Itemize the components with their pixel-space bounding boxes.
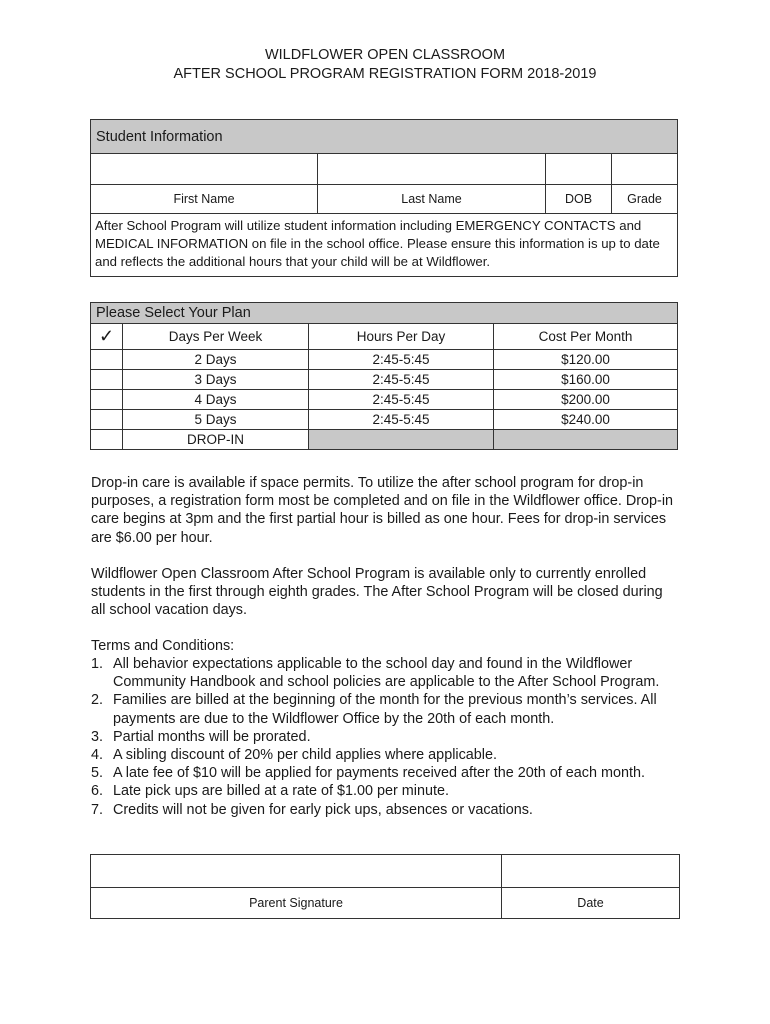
list-item [91,801,681,819]
days-column-header: Days Per Week [123,324,309,350]
plan-selection-table [90,302,678,450]
term-text: Families are billed at the beginning of the month for the previous month’s services. All payments are due to the Wildflower Office by the 20th of each month. [113,692,657,727]
plan-checkbox-drop-in[interactable] [91,430,123,450]
plan-checkbox-3-days[interactable] [91,370,123,390]
grade-label: Grade [612,185,678,214]
term-number: 5. [91,765,104,782]
list-item [91,782,681,800]
plan-days: 3 Days [123,370,309,390]
student-information-heading: Student Information [91,120,678,154]
plan-cost: $200.00 [494,390,678,410]
dob-label: DOB [546,185,612,214]
first-name-label: First Name [91,185,318,214]
term-text: A late fee of $10 will be applied for payments received after the 20th of each month. [113,765,645,782]
plan-hours: 2:45-5:45 [309,390,494,410]
plan-heading: Please Select Your Plan [91,303,678,324]
plan-cost: $240.00 [494,410,678,430]
hours-column-header: Hours Per Day [309,324,494,350]
term-text: Credits will not be given for early pick ups, absences or vacations. [113,801,533,818]
signature-table [90,854,680,919]
list-item [91,764,681,782]
last-name-label: Last Name [318,185,546,214]
plan-hours: 2:45-5:45 [309,370,494,390]
checkmark-icon: ✓ [98,326,115,346]
cost-column-header: Cost Per Month [494,324,678,350]
plan-checkbox-2-days[interactable] [91,350,123,370]
first-name-field[interactable] [91,154,318,185]
term-number: 2. [91,692,104,709]
form-title: WILDFLOWER OPEN CLASSROOM [264,47,506,63]
student-information-table [90,119,678,277]
date-field[interactable] [502,855,680,888]
term-number: 3. [91,728,104,745]
parent-signature-label: Parent Signature [91,888,502,919]
term-text: Late pick ups are billed at a rate of $1.00 per minute. [113,783,449,800]
last-name-field[interactable] [318,154,546,185]
plan-hours: 2:45-5:45 [309,350,494,370]
dob-field[interactable] [546,154,612,185]
plan-dropin-label: DROP-IN [123,430,309,450]
plan-hours: 2:45-5:45 [309,410,494,430]
plan-days: 5 Days [123,410,309,430]
student-info-note: After School Program will utilize student information including EMERGENCY CONTACTS and MEDICAL INFORMATION on file in the school office. Please ensure this information is up to date and reflects the additional hours that your child will be at Wildflower. [91,214,678,277]
term-number: 4. [91,747,104,764]
list-item [91,691,681,727]
terms-title: Terms and Conditions: [91,638,235,654]
availability-paragraph: Wildflower Open Classroom After School Program is available only to currently enrolled students in the first through eighth grades. The After School Program will be closed during all school vacation days. [91,566,663,619]
list-item [91,655,681,691]
plan-days: 2 Days [123,350,309,370]
form-subtitle: AFTER SCHOOL PROGRAM REGISTRATION FORM 2018-2019 [173,66,597,82]
term-number: 6. [91,783,104,800]
term-text: Partial months will be prorated. [113,728,311,745]
plan-days: 4 Days [123,390,309,410]
dropin-hours-shaded [309,430,494,450]
dropin-cost-shaded [494,430,678,450]
list-item [91,746,681,764]
term-number: 1. [91,656,104,672]
dropin-paragraph: Drop-in care is available if space permits. To utilize the after school program for drop-in purposes, a registration form most be completed and on file in the Wildflower office. Drop-in care begins at 3pm and the first partial hour is billed as one hour. Fees for drop-in services are $6.00 per hour. [91,475,674,546]
plan-cost: $160.00 [494,370,678,390]
term-text: A sibling discount of 20% per child applies where applicable. [113,747,497,764]
list-item [91,728,681,746]
plan-checkbox-5-days[interactable] [91,410,123,430]
terms-list [91,655,681,819]
parent-signature-field[interactable] [91,855,502,888]
plan-checkbox-4-days[interactable] [91,390,123,410]
term-text: All behavior expectations applicable to the school day and found in the Wildflower Community Handbook and school policies are applicable to the After School Program. [113,656,660,691]
term-number: 7. [91,801,104,818]
plan-cost: $120.00 [494,350,678,370]
check-column-header [91,324,123,350]
grade-field[interactable] [612,154,678,185]
date-label: Date [502,888,680,919]
